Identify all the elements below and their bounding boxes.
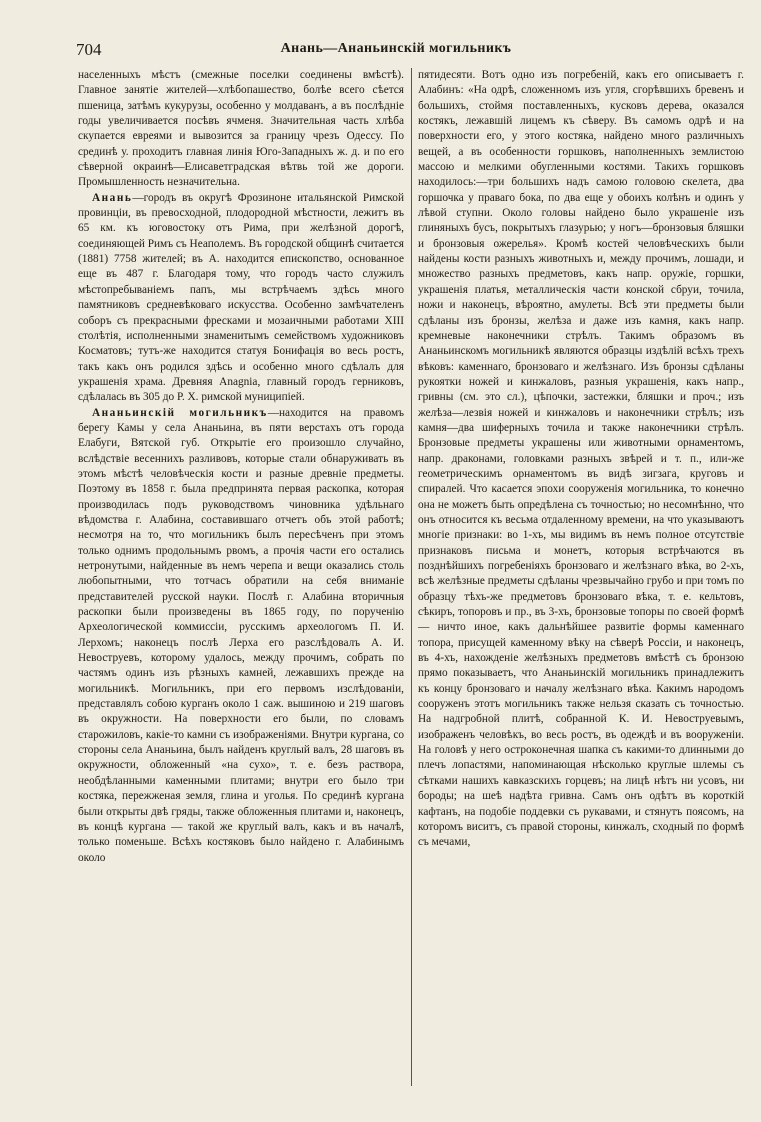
left-column [78, 68, 404, 866]
headword-ananyino-burial: Ананьинскій могильникъ [92, 406, 268, 419]
paragraph-ananyino-continued: пятидесяти. Вотъ одно изъ погребеній, какъ его описываетъ г. Алабинъ: «На одрѣ, сложенномъ изъ угля, сгорѣвшихъ бревенъ и большихъ, стоймя поставленныхъ, кусковъ дерева, оказался костякъ, лежавшій лицемъ къ сѣверу. Въ самомъ одрѣ и на поверхности его, у этого костяка, найдено много различныхъ вещей, а въ особенности горшковъ, наполненныхъ землистою массою и мелкими обугленными костями. Такихъ горшковъ находилось:—три большихъ надъ самою головою скелета, два горшочка у праваго бока, по два еще у обоихъ колѣнъ и одинъ у лѣвой ступни. Около головы найдено было украшеніе изъ глиняныхъ бусъ, покрытыхъ глазурью; у ногъ—бронзовыя бляшки и бронзовыя ожерелья». Кромѣ костей человѣческихъ были найдены кости разныхъ животныхъ и, между прочимъ, лошади, и множество разныхъ предметовъ, какъ напр. оружіе, горшки, украшенія платья, металлическія части конской сбруи, точила, ножи и наконецъ, вѣроятно, амулеты. Всѣ эти предметы были сдѣланы изъ бронзы, желѣза и даже изъ камня, какъ напр. кремневые наконечники стрѣлъ. Такимъ образомъ въ Ананьинскомъ могильникѣ являются образцы издѣлій всѣхъ трехъ вѣковъ: каменнаго, бронзоваго и желѣзнаго. Изъ бронзы сдѣланы рукоятки ножей и кинжаловъ, разныя украшенія, какъ напр., гривны (см. это сл.), цѣпочки, застежки, бляшки и проч.; изъ желѣза—лезвія ножей и кинжаловъ и наконечники стрѣлъ; изъ камня—два шиферныхъ точила и также наконечники стрѣлъ. Бронзовые предметы украшены или животными орнаментомъ, напр. драконами, головками разныхъ звѣрей и т. п., или-же геометрическимъ орнаментомъ въ видѣ зигзага, круговъ и спиралей. Что касается эпохи сооруженія могильника, то конечно она не можетъ быть опредѣлена съ точностью; но несомнѣнно, что онъ относится къ весьма отдаленному времени, на что указываютъ многіе признаки: во 1-хъ, мы видимъ въ немъ полное отсутствіе признаковъ письма и монетъ, которыя встрѣчаются въ позднѣйшихъ погребеніяхъ бронзоваго и желѣзнаго вѣка, во 2-хъ, всѣ желѣзные предметы сдѣланы чрезвычайно грубо и при томъ по образцу тѣхъ-же предметовъ бронзоваго вѣка, т. е. кельтовъ, сѣкиръ, топоровъ и пр., въ 3-хъ, бронзовые топоры по своей формѣ — ничто иное, какъ дальнѣйшее развитіе формы каменнаго топора, присущей каменному вѣку на сѣверѣ Россіи, и наконецъ, въ 4-хъ, нахожденіе желѣзныхъ предметовъ вмѣстѣ съ бронзою прямо показываетъ, что Ананьинскій могильникъ принадлежитъ къ концу бронзоваго и началу желѣзнаго вѣка. Какимъ народомъ сооруженъ этотъ могильникъ также нельзя сказать съ точностью. На надгробной плитѣ, собранной К. И. Невоструевымъ, изображенъ человѣкъ, во весь ростъ, въ одеждѣ и въ вооруженіи. На головѣ у него остроконечная шапка съ какими-то длинными до плечъ лопастями, напоминающая нѣсколько круглые шлемы съ сѣтками нашихъ кавказскихъ горцевъ; на лицѣ нѣтъ ни усовъ, ни бороды; на шеѣ надѣта гривна. Самъ онъ одѣтъ въ короткій кафтанъ, на подобіе поддевки съ рукавами, и стянутъ поясомъ, на которомъ виситъ, съ правой стороны, кинжалъ, сходный по формѣ съ мечами, [418, 69, 744, 849]
column-divider [411, 68, 412, 1086]
article-anan-text: —городъ въ округѣ Фрозиноне итальянской Римской провинціи, въ превосходной, плодородной мѣстности, лежитъ въ 65 км. къ юговостоку отъ Рима, при желѣзной дорогѣ, соединяющей Римъ съ Неаполемъ. Въ городской общинѣ считается (1881) 7758 жителей; въ А. находится епископство, основанное еще въ 487 г. Благодаря тому, что городъ часто служилъ мѣстопребываніемъ папъ, мы встрѣчаемъ здѣсь много памятниковъ средневѣковаго искусства. Особенно замѣчателенъ соборъ съ прекрасными фресками и мозаичными работами XIII столѣтія, исполненными знаменитымъ семействомъ художниковъ Косматовъ; тутъ-же находится статуя Бонифація во весь ростъ, такъ какъ онъ родился здѣсь и особенно много сдѣлалъ для украшенія храма. Древняя Anagnia, главный городъ герниковъ, сдѣлалась въ 305 до Р. Х. римской муниципіей. [78, 191, 404, 404]
running-head: Анань—Ананьинскій могильникъ [280, 41, 512, 56]
article-ananyino-text: —находится на правомъ берегу Камы у села Ананьина, въ пяти верстахъ отъ города Елабуги, Вятской губ. Открытіе его произошло случайно, вслѣдствіе весеннихъ разливовъ, которые стали обнаруживать въ этомъ мѣстѣ человѣческія кости и разные древніе предметы. Поэтому въ 1858 г. была предпринята первая раскопка, которая производилась подъ руководствомъ чиновника удѣльнаго вѣдомства г. Алабина, составившаго отчетъ объ этой работѣ; несмотря на то, что могильникъ былъ пересѣченъ при этомъ только однимъ продольнымъ рвомъ, а прочія части его остались нетронутыми, найденные въ немъ черепа и вещи оказались столь любопытными, что тотчасъ обратили на себя вниманіе представителей русской науки. Послѣ г. Алабина вторичныя раскопки были произведены въ 1865 году, по порученію Археологической коммиссіи, русскимъ археологомъ П. И. Лерхомъ; наконецъ послѣ Лерха его разслѣдовалъ А. И. Невоструевъ, которому удалось, между прочимъ, собрать по частямъ одинъ изъ рѣзныхъ камней, лежавшихъ прежде на могильникѣ. Могильникъ, при его первомъ изслѣдованіи, представлялъ собою курганъ около 1 саж. вышиною и 219 шаговъ въ окружности. На поверхности его были, по словамъ старожиловъ, какіе-то камни съ изображеніями. Внутри кургана, со стороны села Ананьина, былъ найденъ круглый валъ, 28 шаговъ въ окружности, обложенный «на сухо», т. е. безъ раствора, необдѣланными каменными плитами; внутри его было три костяка, пережженая земля, глина и уголья. По срединѣ кургана были открыты двѣ гряды, также обложенныя плитами и, наконецъ, въ концѣ кургана — такой же круглый валъ, какъ и въ началѣ, только поменьше. Всѣхъ костяковъ было найдено г. Алабинымъ около [78, 406, 404, 864]
article-ananyino [78, 406, 404, 866]
headword-anan: Анань [92, 191, 133, 204]
article-anan [78, 191, 404, 406]
page-number: 704 [76, 40, 102, 59]
right-column [418, 68, 744, 851]
page-header [76, 40, 716, 62]
paragraph-settlements: населенныхъ мѣстъ (смежные поселки соединены вмѣстѣ). Главное занятіе жителей—хлѣбопашество, болѣе всего сѣется пшеница, затѣмъ кукурузы, особенно у молдаванъ, а въ послѣдніе годы увеличивается посѣвъ ячменя. Значительная часть хлѣба скупается евреями и вывозится за границу чрезъ Одессу. По срединѣ у. проходитъ главная линія Юго-Западныхъ ж. д. и по его сѣверной окраинѣ—Елисаветградская вѣтвь той же дороги. Промышленность незначительна. [78, 69, 404, 189]
